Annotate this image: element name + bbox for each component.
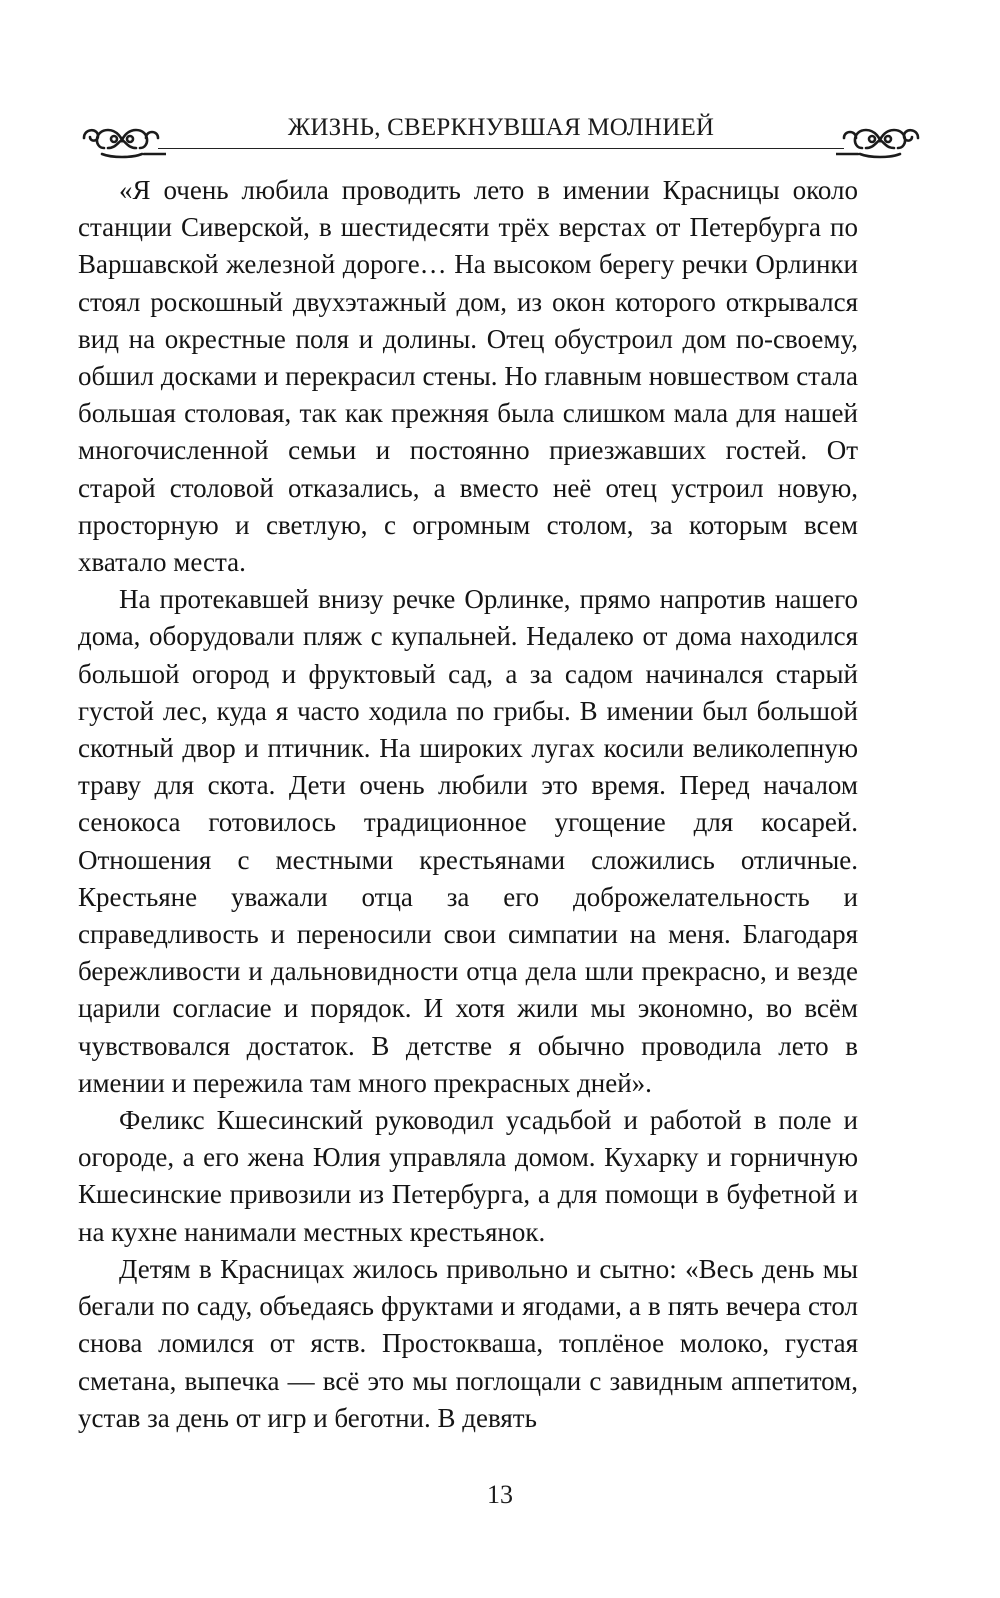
paragraph: Детям в Красницах жилось привольно и сытно: «Весь день мы бегали по саду, объедаясь фруктами и ягодами, а в пять вечера стол снова ломился от яств. Простокваша, топлёное молоко, густая сметана, выпечка — всё это мы поглощали с завидным аппетитом, устав за день от игр и беготни. В девять	[78, 1253, 858, 1433]
page-body	[78, 172, 858, 1437]
paragraph: На протекавшей внизу речке Орлинке, прямо напротив нашего дома, оборудовали пляж с купальней. Недалеко от дома находился большой огород и фруктовый сад, а за садом начинался старый густой лес, куда я часто ходила по грибы. В имении был большой скотный двор и птичник. На широких лугах косили великолепную траву для скота. Дети очень любили это время. Перед началом сенокоса готовилось традиционное угощение для косарей. Отношения с местными крестьянами сложились отличные. Крестьяне уважали отца за его доброжелательность и справедливость и переносили свои симпатии на меня. Благодаря бережливости и дальновидности отца дела шли прекрасно, и везде царили согласие и порядок. И хотя жили мы экономно, во всём чувствовался достаток. В детстве я обычно проводила лето в имении и пережила там много прекрасных дней».	[78, 584, 858, 1098]
paragraph: «Я очень любила проводить лето в имении Красницы около станции Сиверской, в шестидесяти трёх верстах от Петербурга по Варшавской железной дороге… На высоком берегу речки Орлинки стоял роскошный двухэтажный дом, из окон которого открывался вид на окрестные поля и долины. Отец обустроил дом по-своему, обшил досками и перекрасил стены. Но главным новшеством стала большая столовая, так как прежняя была слишком мала для нашей многочисленной семьи и постоянно приезжавших гостей. От старой столовой отказались, а вместо неё отец устроил новую, просторную и светлую, с огромным столом, за которым всем хватало места.	[78, 175, 858, 578]
page-number: 13	[487, 1480, 513, 1509]
header-rule	[158, 148, 844, 149]
running-title: ЖИЗНЬ, СВЕРКНУВШАЯ МОЛНИЕЙ	[287, 114, 715, 141]
scroll-ornament-icon	[836, 118, 924, 162]
paragraph: Феликс Кшесинский руководил усадьбой и работой в поле и огороде, а его жена Юлия управляла домом. Кухарку и горничную Кшесинские привозили из Петербурга, а для помощи в буфетной и на кухне нанимали местных крестьянок.	[78, 1105, 858, 1247]
running-header	[78, 112, 924, 162]
